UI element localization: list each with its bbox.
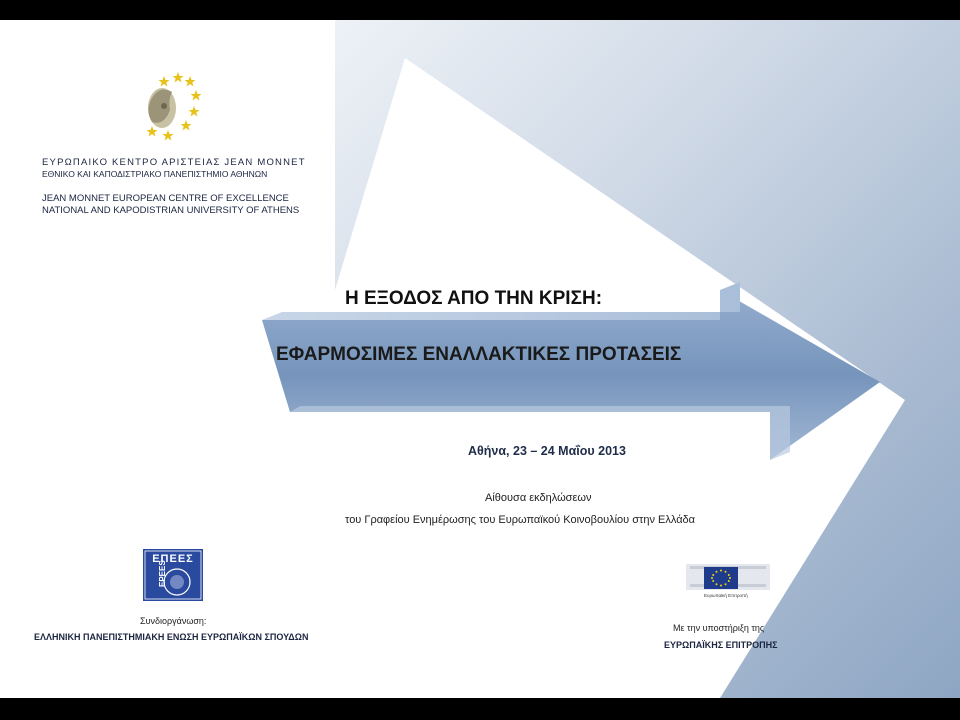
title-line-2: ΕΦΑΡΜΟΣΙΜΕΣ ΕΝΑΛΛΑΚΤΙΚΕΣ ΠΡΟΤΑΣΕΙΣ [276, 344, 682, 365]
eu-logo-caption: Ευρωπαϊκή Επιτροπή [704, 593, 748, 598]
co-organizer-name: ΕΛΛΗΝΙΚΗ ΠΑΝΕΠΙΣΤΗΜΙΑΚΗ ΕΝΩΣΗ ΕΥΡΩΠΑΪΚΩΝ ΣΠΟΥΔΩΝ [34, 632, 309, 642]
slide [0, 20, 960, 698]
support-label: Με την υποστήριξη της [673, 623, 765, 633]
co-organizer-label: Συνδιοργάνωση: [140, 616, 207, 626]
title-line-1: Η ΕΞΟΔΟΣ ΑΠΟ ΤΗΝ ΚΡΙΣΗ: [345, 288, 603, 309]
support-name: ΕΥΡΩΠΑΪΚΗΣ ΕΠΙΤΡΟΠΗΣ [664, 640, 778, 650]
centre-name-greek: ΕΥΡΩΠΑΙΚΟ ΚΕΝΤΡΟ ΑΡΙΣΤΕΙΑΣ JEAN MONNET [42, 157, 306, 168]
epees-logo [143, 549, 203, 601]
venue-line-1: Αίθουσα εκδηλώσεων [485, 492, 592, 504]
university-name-english: NATIONAL AND KAPODISTRIAN UNIVERSITY OF ATHENS [42, 205, 300, 216]
european-commission-logo [686, 562, 770, 602]
centre-name-english: JEAN MONNET EUROPEAN CENTRE OF EXCELLENCE [42, 193, 289, 204]
epees-logo-text: ΕΠΕΕΣ [152, 553, 194, 565]
venue-line-2: του Γραφείου Ενημέρωσης του Ευρωπαϊκού Κοινοβουλίου στην Ελλάδα [345, 514, 696, 526]
svg-text:EPEES: EPEES [158, 560, 167, 587]
event-date: Αθήνα, 23 – 24 Μαΐου 2013 [468, 444, 626, 458]
university-name-greek: ΕΘΝΙΚΟ ΚΑΙ ΚΑΠΟΔΙΣΤΡΙΑΚΟ ΠΑΝΕΠΙΣΤΗΜΙΟ ΑΘΗΝΩΝ [42, 169, 268, 179]
university-of-athens-logo [138, 70, 202, 146]
